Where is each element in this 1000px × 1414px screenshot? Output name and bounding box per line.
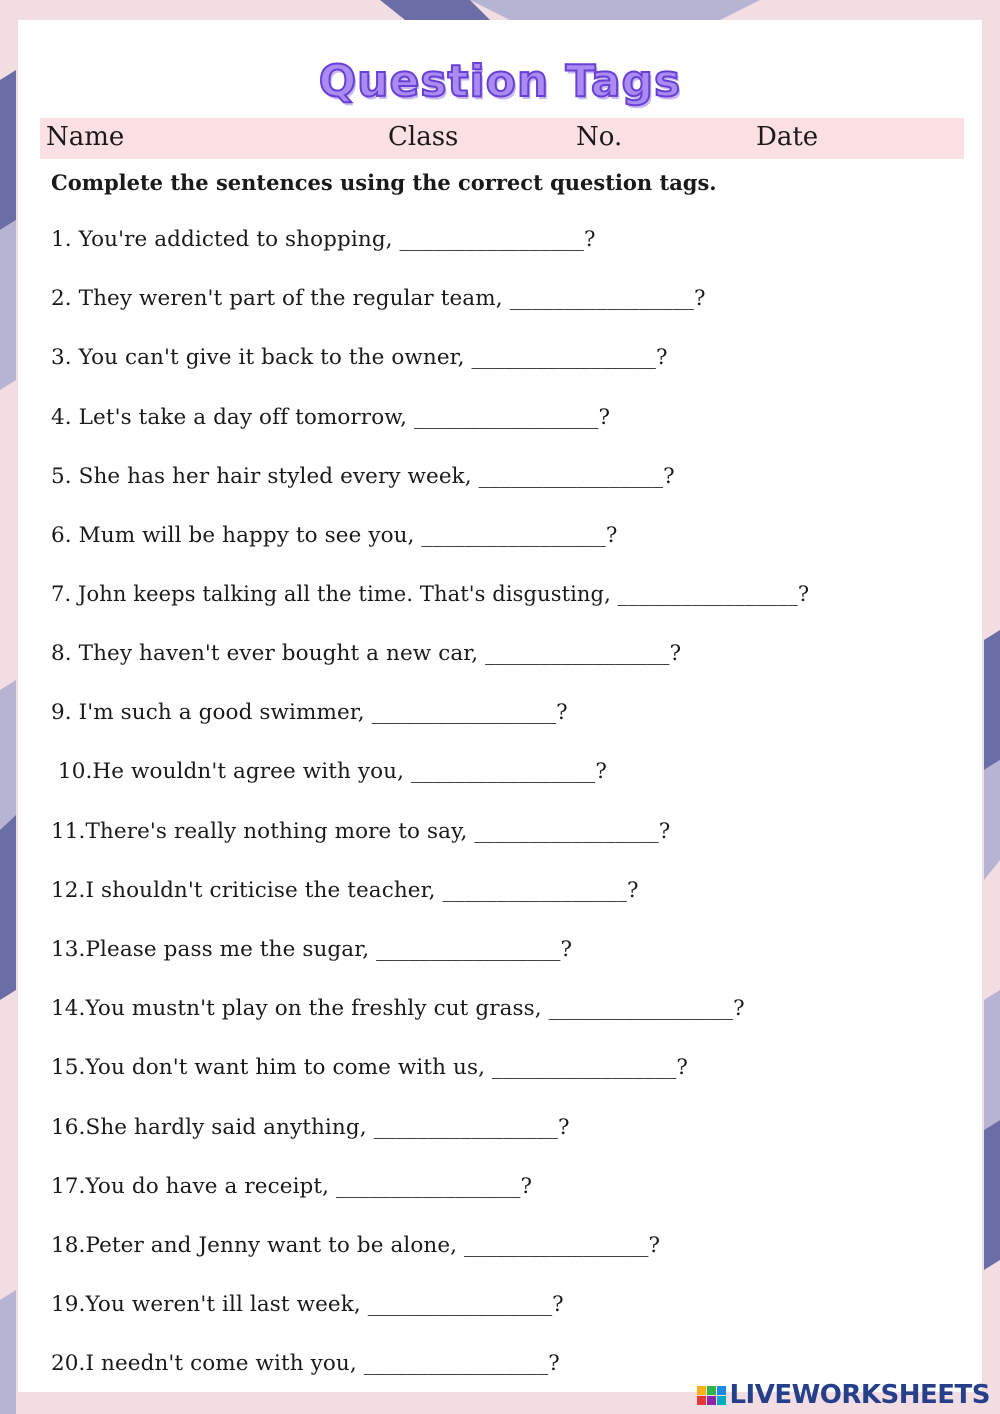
question-item[interactable]: 13.Please pass me the sugar, _________________? xyxy=(51,937,573,962)
question-item[interactable]: 19.You weren't ill last week, _________________? xyxy=(51,1292,564,1317)
liveworksheets-logo-icon xyxy=(697,1386,726,1405)
number-label: No. xyxy=(576,122,623,152)
question-item[interactable]: 17.You do have a receipt, _________________? xyxy=(51,1174,533,1199)
instructions: Complete the sentences using the correct question tags. xyxy=(51,170,717,195)
question-item[interactable]: 6. Mum will be happy to see you, _________________? xyxy=(51,523,618,548)
worksheet-page xyxy=(18,20,982,1392)
question-item[interactable]: 10.He wouldn't agree with you, _________________? xyxy=(51,759,608,784)
name-label: Name xyxy=(46,122,125,152)
question-item[interactable]: 2. They weren't part of the regular team, _________________? xyxy=(51,286,706,311)
brand-text: LIVEWORKSHEETS xyxy=(729,1380,990,1410)
question-item[interactable]: 15.You don't want him to come with us, _________________? xyxy=(51,1055,689,1080)
question-item[interactable]: 14.You mustn't play on the freshly cut grass, _________________? xyxy=(51,996,745,1021)
question-item[interactable]: 7. John keeps talking all the time. That's disgusting, _________________? xyxy=(51,582,810,606)
class-label: Class xyxy=(388,122,459,152)
question-item[interactable]: 12.I shouldn't criticise the teacher, _________________? xyxy=(51,878,639,903)
question-item[interactable]: 8. They haven't ever bought a new car, _________________? xyxy=(51,641,682,666)
question-item[interactable]: 1. You're addicted to shopping, _________________? xyxy=(51,227,596,252)
question-item[interactable]: 11.There's really nothing more to say, _________________? xyxy=(51,819,671,844)
student-info-bar xyxy=(40,118,964,159)
question-item[interactable]: 4. Let's take a day off tomorrow, _________________? xyxy=(51,405,611,430)
question-item[interactable]: 5. She has her hair styled every week, _________________? xyxy=(51,464,675,489)
question-item[interactable]: 16.She hardly said anything, _________________? xyxy=(51,1115,570,1140)
question-item[interactable]: 9. I'm such a good swimmer, _________________? xyxy=(51,700,568,725)
worksheet-title: Question Tags xyxy=(318,56,682,107)
date-label: Date xyxy=(756,122,819,152)
question-item[interactable]: 18.Peter and Jenny want to be alone, _________________? xyxy=(51,1233,661,1258)
question-item[interactable]: 20.I needn't come with you, _________________? xyxy=(51,1351,560,1376)
question-item[interactable]: 3. You can't give it back to the owner, _________________? xyxy=(51,345,668,370)
liveworksheets-brand xyxy=(697,1380,990,1410)
